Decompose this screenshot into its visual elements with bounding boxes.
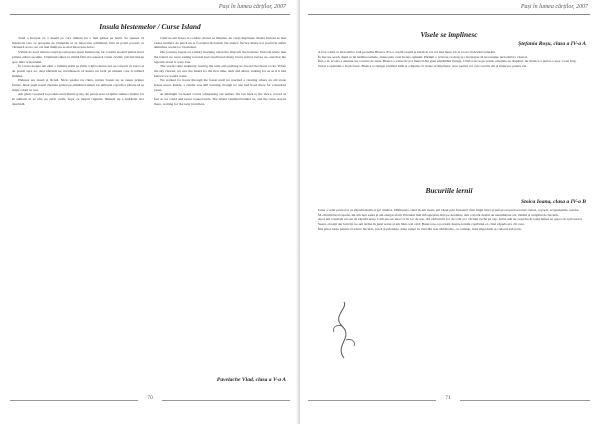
paragraph: Într-o zi, școala a anunțat un concurs de dans. Bianca s-a înscris și a muncit din greu săptămâni întregi. Când a urcat pe scenă, emoțiile au dispărut, iar muzica a purtat-o ușor ca un fulg. [318,59,577,64]
author-byline: Ștefania Roșu, clasa a IV-a A [518,41,586,47]
paragraph: Totul a început cu o insulă pe care nimeni nu o mai găsise pe hartă. Se spunea că marinarii care se apropiau de țărmurile ei se întorceau schimbați, fără să poată povesti ce văzuseră acolo, iar cei mai mulți nu se mai întorceau deloc. [12,36,144,50]
paragraph: Când ne-am întors la corabie, marea se liniștise, iar ceața dispăruse. Insula însă nu se mai vedea nicăieri, de parcă nu ar fi existat niciodată. De atunci, fiecare dintre noi poartă în suflet amintirea acelui loc blestemat. [154,36,286,50]
paragraph: The storm came suddenly, tearing the sails and pushing us toward the black rocks. When the sky cleared, we saw the island for the first time, dark and silent, waiting for us as if it had known we would come. [154,64,286,78]
paragraph: Pădurea era deasă și tăcută. Nicio pasăre nu cânta, niciun foșnet nu se auzea printre frunze. Doar pașii noștri răsunau apăsat pe pământul umed, iar umbrele copacilor păreau să se miște odată cu noi. [12,78,144,92]
story-body [312,208,584,388]
paragraph: Am găsit o peșteră la poalele unui munte golaș. Pe pereți erau scrijelite semne ciudate, iar în adâncul ei se afla un cufăr vechi, legat cu lanțuri ruginite. Nimeni nu a îndrăznit să-l deschidă. [12,92,144,106]
footer-rule [308,400,436,401]
paragraph: We walked for hours through the forest until we reached a clearing where an old stone house stood. Inside, a candle was still burning, though no one had lived there for a hundred years. [154,78,286,92]
right-page [300,0,600,424]
story-title: Bucuriile iernii [425,186,473,195]
page-footer [0,395,300,415]
running-header: Pași în lumea cărților, 2007 [218,4,286,10]
story-title: Visele se împlinesc [420,30,478,39]
page-number: 71 [445,395,451,401]
footer-rule [460,400,590,401]
paragraph: At midnight we heard voices whispering our names. We ran back to the shore, rowed as fast as we could and never looked back. The island vanished behind us, and the curse stayed there, waiting for the next travellers. [154,92,286,106]
page-number: 70 [147,395,153,401]
paragraph: Our journey began on a misty morning when the ship left the harbour. Nobody knew that the island we were sailing towards had swallowed many brave sailors before us, and that the legends about it were true. [154,50,286,64]
story-body [312,50,584,69]
paragraph: Juriul a aplaudat-o în picioare. Bianca a câștigat premiul întâi și a înțeles că visele se împlinesc doar pentru cei care cred în ele și muncesc pentru ele. [318,64,528,69]
story-body [12,36,286,382]
footer-rule [162,400,290,401]
running-header: Pași în lumea cărților, 2007 [520,4,588,10]
paragraph: Vântul de nord aducea ceață groasă peste apele întunecate, iar corabia noastră plutea încet printre stânci ascuțite. Căpitanul stătea la cârmă fără să rostească vreun cuvânt, privind mereu spre linia orizontului. [12,50,144,64]
footer-rule [10,400,138,401]
paragraph: M-am îmbrăcat repede, mi-am luat sania și am alergat afară. Prietenii mei mă așteptau deja pe derdeluș. Am coborât dealul de nenumărate ori, râzând și strigând de bucurie. [318,212,559,217]
flourish-ornament-icon [324,300,364,360]
paragraph: Îmi place iarna pentru că aduce bucurie, joacă și prietenie. Abia aștept să vină din nou sărbătorile, cu colinde, brad împodobit și cadouri sub pom. [318,226,522,231]
header-rule [10,14,290,15]
paragraph: Iarna a venit peste noi cu zăpadă multă și ger sănătos. Dimineața, când m-am trezit, am văzut prin fereastră cum fulgii mari și pufoși acopereau totul: curtea, copacii, acoperișurile caselor. [318,208,580,212]
header-rule [308,14,590,15]
paragraph: A fost odată ca niciodată o fată pe nume Bianca. Era o copilă veselă și harnică, iar cel mai mare vis al ei era să devină balerină. [318,50,496,54]
author-byline: Stoica Ioana, clasa a IV-a B [521,199,586,205]
paragraph: Seara, obosiți dar fericiți, ne-am strâns în jurul sobei și am băut ceai cald. Bunica ne-a povestit despre iernile copilăriei ei, când zăpada era cât casa. [318,222,525,227]
paragraph: Apoi am construit un om de zăpadă uriaș. I-am pus un morcov în loc de nas, doi cărbuni în loc de ochi și o căciulă veche pe cap. Arăta atât de vesel încât toată lumea se oprea să-l privească. [318,217,583,222]
author-byline: Pavelache Vlad, clasa a V-a A [216,377,286,383]
story-title: Insula blestemelor / Curse Island [99,22,201,31]
paragraph: În a treia noapte am zărit o lumină slabă pe țărm. Câțiva dintre noi au coborât cu barca și au pornit spre ea, deși bătrânii ne avertizaseră că insula nu iartă pe nimeni care îi tulbură liniștea. [12,64,144,78]
paragraph: În fiecare seară, după ce își termina temele, dansa prin casă în fața oglinzii. Părinții o priveau cu drag și o încurajau să nu renunțe niciodată la visul ei. [318,54,528,59]
page-footer [300,395,600,415]
